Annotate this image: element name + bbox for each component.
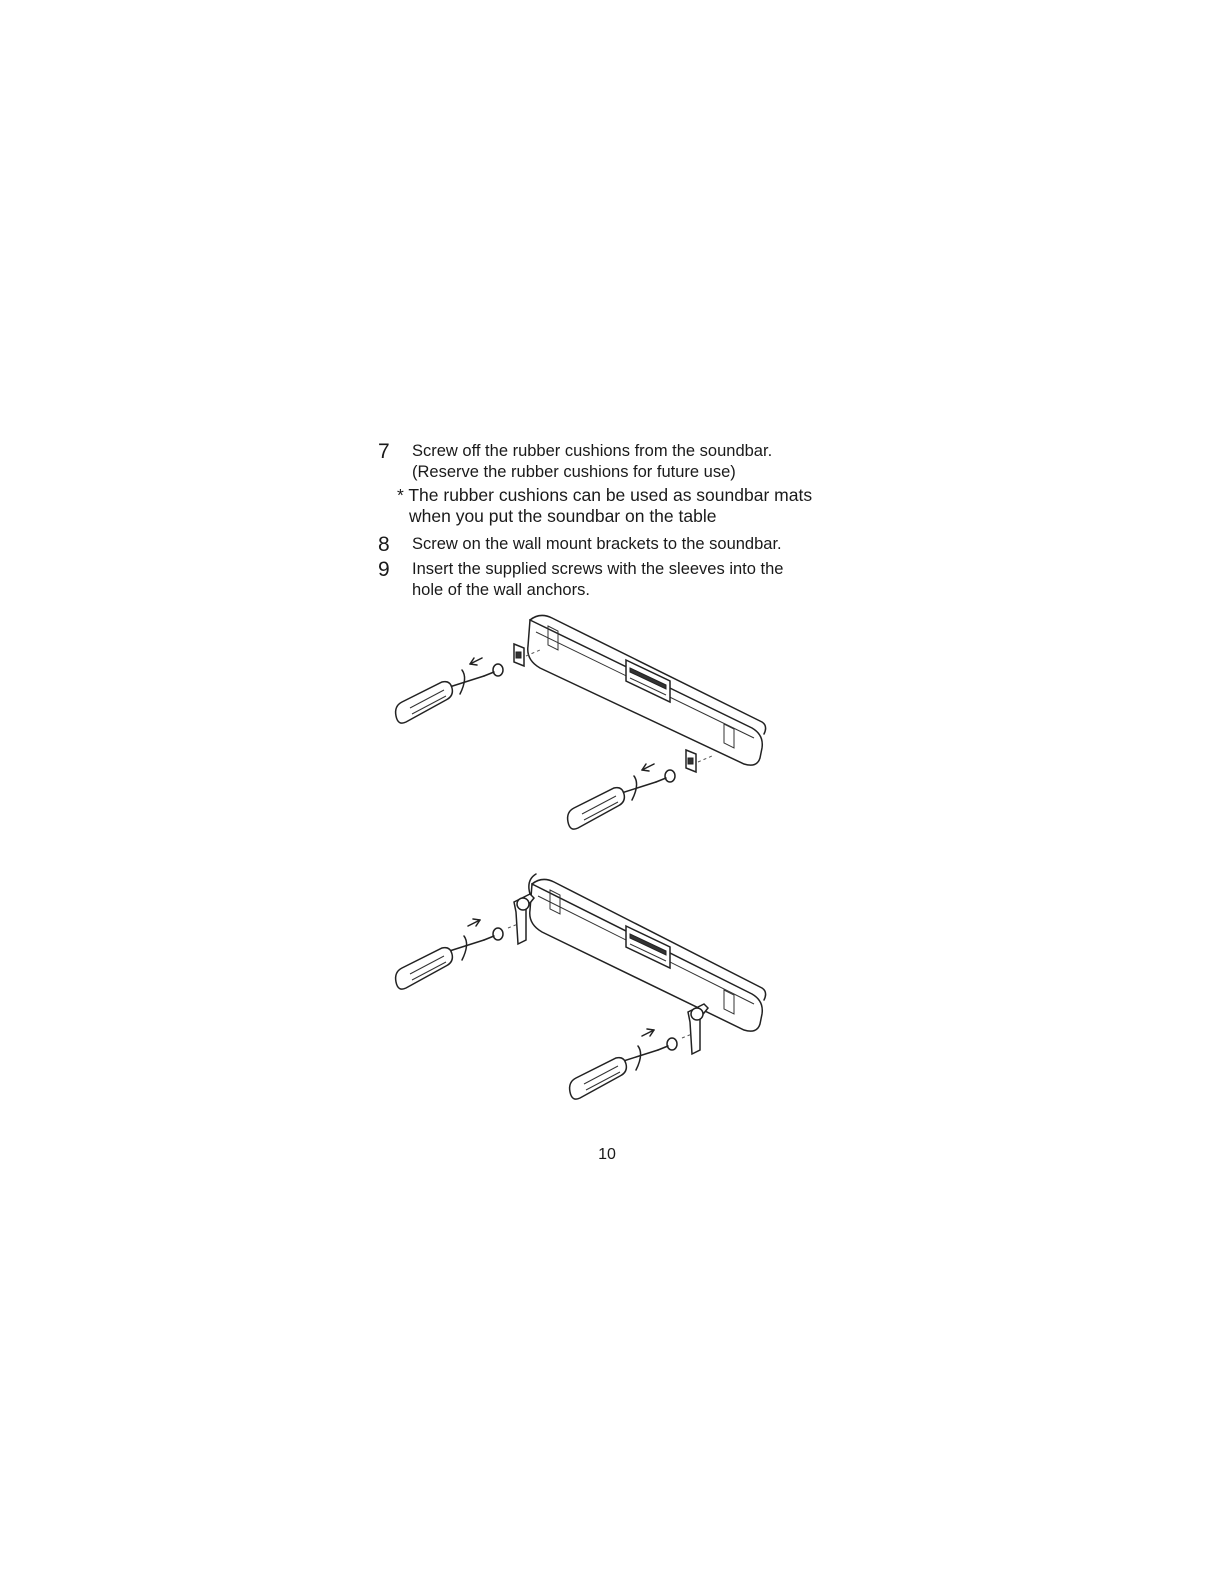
- step-text: [412, 534, 782, 555]
- soundbar-illustration: [530, 879, 766, 1031]
- step-number: 7: [378, 440, 390, 463]
- note-line: * The rubber cushions can be used as soundbar mats: [397, 485, 813, 505]
- cushion-lower: [686, 750, 696, 772]
- screw-lower: [656, 770, 675, 782]
- arrow-icon: [642, 1029, 654, 1036]
- screwdriver-upper: [396, 670, 484, 723]
- arrow-icon: [642, 764, 654, 771]
- arrow-icon: [470, 658, 482, 665]
- screwdriver-lower: [570, 1046, 658, 1099]
- note-line: when you put the soundbar on the table: [409, 506, 717, 526]
- bracket-lower: [688, 1004, 708, 1054]
- step-line: Screw on the wall mount brackets to the soundbar.: [412, 535, 782, 553]
- screw-upper: [484, 664, 503, 676]
- step-line: hole of the wall anchors.: [412, 581, 590, 599]
- step-line: (Reserve the rubber cushions for future use): [412, 463, 736, 481]
- step-number: 8: [378, 533, 390, 556]
- note: [397, 485, 812, 527]
- page-number: 10: [598, 1146, 616, 1163]
- soundbar-illustration: [528, 615, 766, 765]
- screwdriver-lower: [568, 776, 656, 829]
- screw-upper: [484, 928, 503, 940]
- arrow-icon: [468, 919, 480, 926]
- screw-lower: [658, 1038, 677, 1050]
- step-line: Insert the supplied screws with the sleeves into the: [412, 560, 784, 578]
- screwdriver-upper: [396, 936, 484, 989]
- step-text: [412, 441, 772, 483]
- step-text: [412, 559, 783, 601]
- step-line: Screw off the rubber cushions from the soundbar.: [412, 442, 773, 460]
- cushion-upper: [514, 644, 524, 666]
- illustration-attach-brackets: [380, 864, 800, 1114]
- illustration-remove-cushions: [380, 598, 800, 838]
- step-number: 9: [378, 558, 390, 581]
